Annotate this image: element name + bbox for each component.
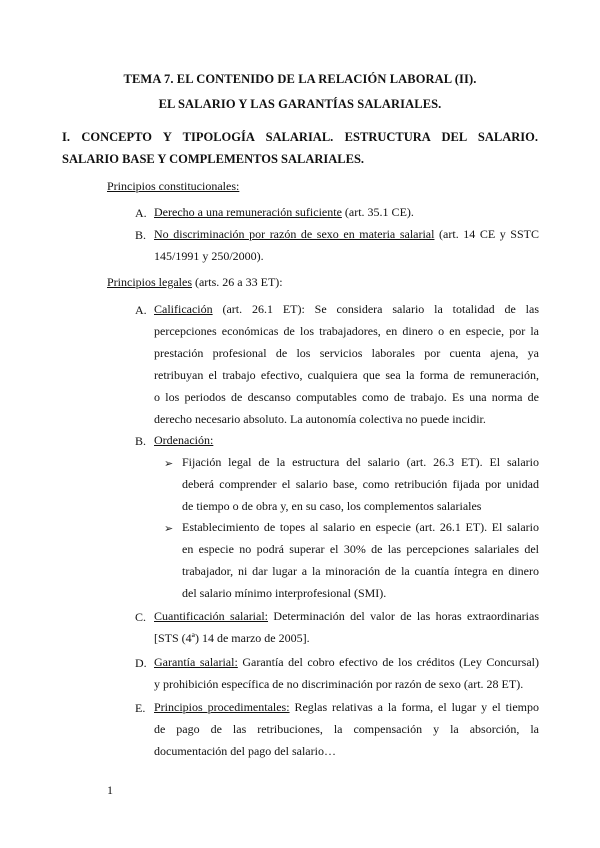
list-item-term: Principios procedimentales:: [154, 700, 290, 714]
page-number: 1: [107, 783, 113, 797]
legal-principles-title: Principios legales (arts. 26 a 33 ET):: [107, 275, 283, 289]
list-item-ordenacion: [154, 429, 539, 451]
arrow-bullet-icon: ➢: [164, 458, 174, 470]
bullet-item-salary-in-kind: Establecimiento de topes al salario en especie (art. 26.1 ET). El salario en especie no podrá superar el 30% de las percepciones salariales del trabajador, ni dar lugar a la minoración de la cuantía íntegra en dinero del salario mínimo interprofesional (SMI).: [182, 520, 539, 600]
arrow-bullet-icon: ➢: [164, 523, 174, 535]
list-item-garantia: Garantía salarial: Garantía del cobro efectivo de los créditos (Ley Concursal) y prohibición específica de no discriminación por razón de sexo (art. 28 ET).: [154, 655, 539, 691]
constitutional-principles-title: Principios constitucionales:: [107, 179, 240, 193]
list-letter: B.: [135, 434, 147, 448]
list-item-term: Cuantificación salarial:: [154, 609, 269, 623]
list-letter: E.: [135, 701, 146, 715]
list-letter: D.: [135, 656, 147, 670]
list-letter: A.: [135, 303, 147, 317]
section-heading-line-1: I. CONCEPTO Y TIPOLOGÍA SALARIAL. ESTRUCTURA DEL SALARIO.: [62, 130, 538, 144]
list-item-calificacion: Calificación (art. 26.1 ET): Se considera salario la totalidad de las percepciones económicas de los trabajadores, en dinero o en especie, por la prestación profesional de los servicios laborales por cuenta ajena, ya retribuyan el trabajo efectivo, cualquiera que sea la forma de remuneración, o los periodos de descanso computables como de trabajo. Es una norma de derecho necesario absoluto. La autonomía colectiva no puede incidir.: [154, 302, 539, 426]
section-heading-line-2: SALARIO BASE Y COMPLEMENTOS SALARIALES.: [62, 152, 365, 166]
list-item-term: Calificación: [154, 302, 213, 316]
list-item-right-to-remuneration: Derecho a una remuneración suficiente (art. 35.1 CE).: [154, 205, 414, 219]
list-letter: A.: [135, 206, 147, 220]
list-letter: B.: [135, 228, 147, 242]
list-letter: C.: [135, 610, 147, 624]
bullet-item-salary-structure: Fijación legal de la estructura del salario (art. 26.3 ET). El salario deberá comprender el salario base, como retribución fijada por unidad de tiempo o de obra y, en su caso, los complementos salariales: [182, 455, 539, 513]
list-item-cuantificacion: Cuantificación salarial: Determinación del valor de las horas extraordinarias [STS (4ª) 14 de marzo de 2005].: [154, 609, 539, 645]
document-title-line-1: TEMA 7. EL CONTENIDO DE LA RELACIÓN LABORAL (II).: [123, 72, 477, 86]
list-item-term: Garantía salarial:: [154, 655, 238, 669]
section-heading: [62, 126, 538, 170]
list-item-term: Derecho a una remuneración suficiente: [154, 205, 342, 219]
list-item-term: Ordenación:: [154, 433, 214, 447]
list-item-term: No discriminación por razón de sexo en materia salarial: [154, 227, 435, 241]
list-item-no-discrimination: No discriminación por razón de sexo en materia salarial (art. 14 CE y SSTC 145/1991 y 250/2000).: [154, 227, 539, 263]
list-item-procedimentales: Principios procedimentales: Reglas relativas a la forma, el lugar y el tiempo de pago de las retribuciones, la compensación y la absorción, la documentación del pago del salario…: [154, 700, 540, 758]
document-title-line-2: EL SALARIO Y LAS GARANTÍAS SALARIALES.: [158, 97, 442, 111]
